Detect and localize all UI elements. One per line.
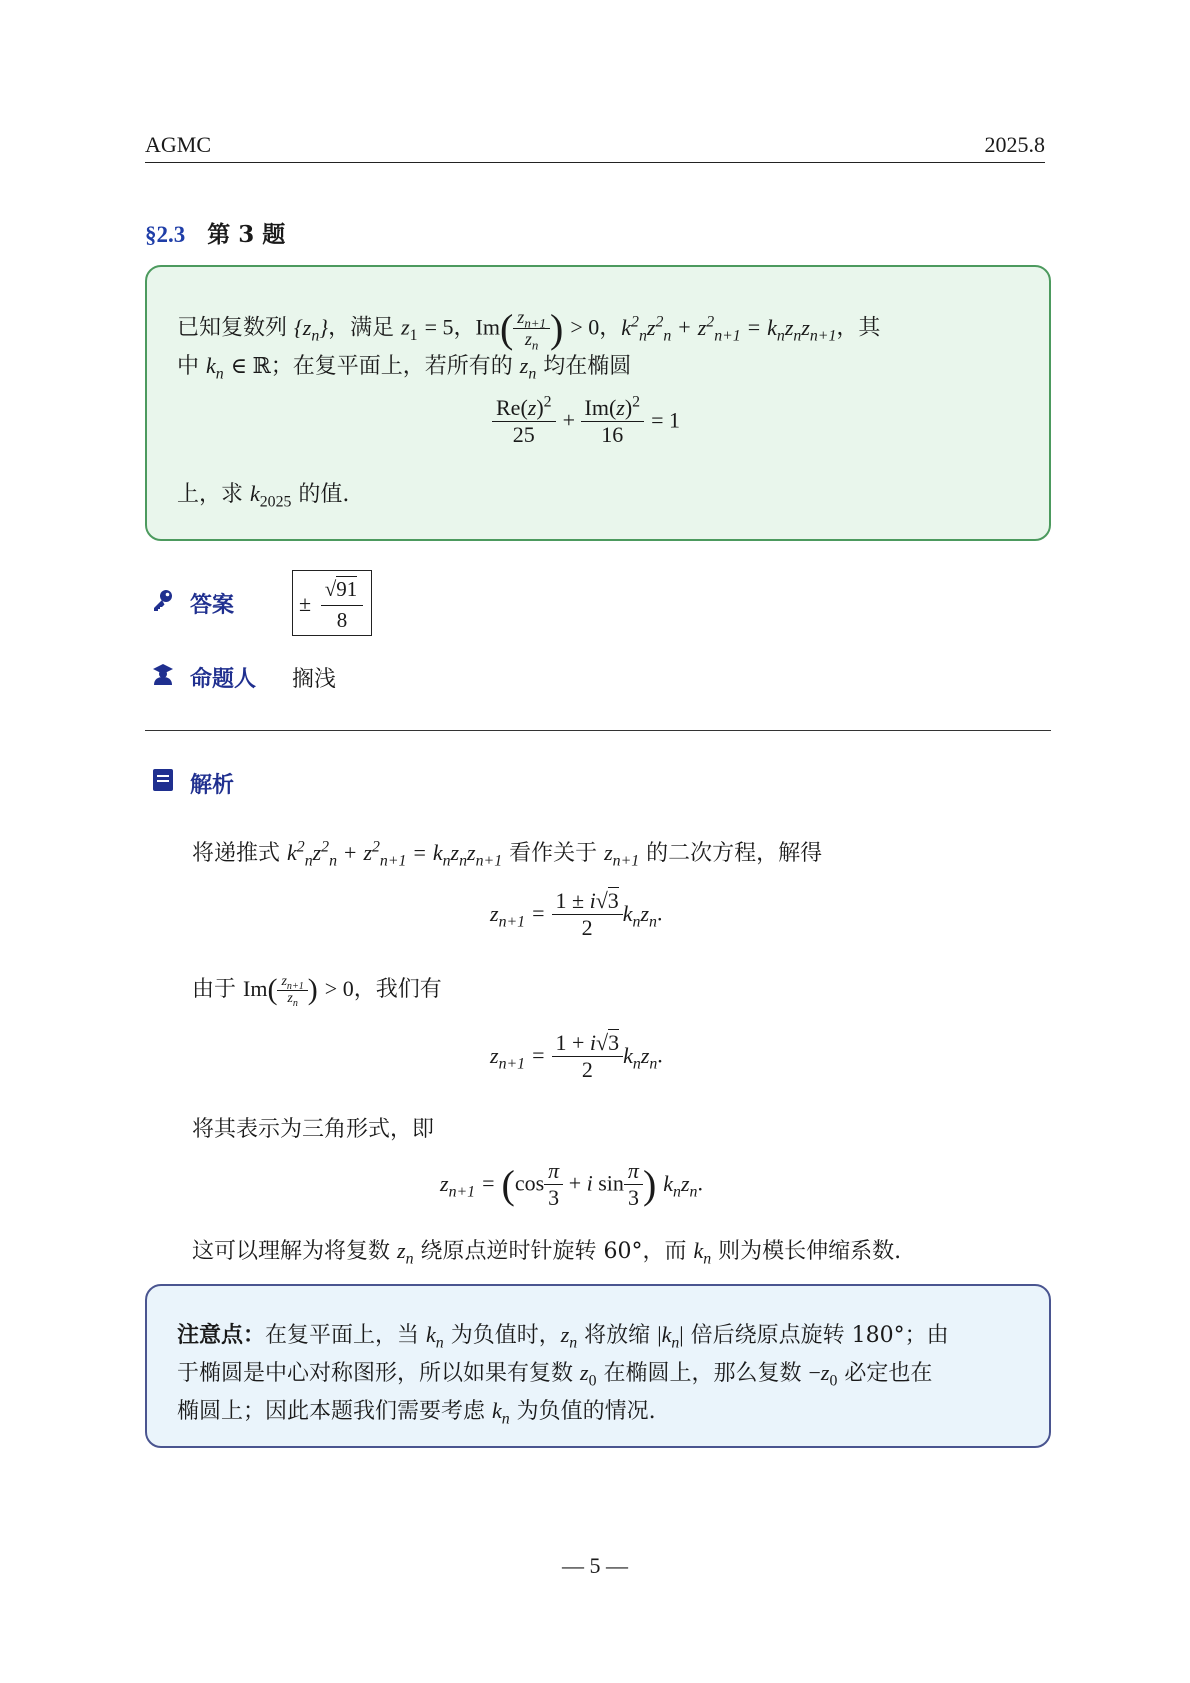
note-box: [145, 1284, 1051, 1448]
equation-2: $z_{n+1}$ = $\frac{1 + i√3}{2}$ $k_nz_n$.: [490, 1030, 663, 1082]
note-title: 注意点：: [177, 1322, 266, 1348]
problem-line-1: 已知复数列 $\{z_n\}$，满足 $z_1 = 5$，Im( $\frac{z_{n+1}}{z_n}$ ) > 0，$k^2_nz^2_n + z^2_{n+1} = k_nz_nz_{n+1}$，其: [177, 306, 881, 353]
section-number: §2.3: [145, 222, 186, 247]
section-title: [145, 216, 285, 249]
proposer-label: 命题人: [150, 662, 256, 693]
header-right: 2025.8: [984, 132, 1045, 157]
section-name: 第 3 题: [207, 221, 286, 248]
divider: [145, 730, 1051, 731]
answer-label: 答案: [150, 588, 234, 619]
graduate-icon: [150, 662, 176, 692]
problem-line-3: 上，求 $k_{2025}$ 的值.: [177, 481, 350, 511]
header-left: AGMC: [145, 132, 212, 157]
note-line-1: 注意点：在复平面上，当 $k_n$ 为负值时，$z_n$ 将放缩 $|k_n|$ 倍后绕原点旋转 180°；由: [177, 1322, 949, 1352]
ellipse-equation: $\frac{Re(z)^2}{25}$ + $\frac{Im(z)^2}{16}$ = 1: [492, 395, 680, 448]
analysis-p3: 将其表示为三角形式，即: [192, 1117, 435, 1142]
analysis-p2: 由于 Im( $\frac{z_{n+1}}{z_n}$ ) > 0，我们有: [192, 973, 442, 1009]
problem-box: [145, 265, 1051, 541]
key-icon: [150, 588, 176, 618]
note-line-2: 于椭圆是中心对称图形，所以如果有复数 $z_0$ 在椭圆上，那么复数 $-z_0$ 必定也在: [177, 1360, 933, 1390]
equation-3: $z_{n+1} = (\cos$ $\frac{\pi}{3}$ + i sin $\frac{\pi}{3}$ ) $k_nz_n$.: [440, 1158, 703, 1210]
book-icon: [150, 768, 176, 798]
answer-box: ± √91 8: [292, 570, 372, 636]
note-line-3: 椭圆上；因此本题我们需要考虑 $k_n$ 为负值的情况.: [177, 1398, 656, 1428]
analysis-label: 解析: [150, 768, 234, 799]
problem-line-2: 中 $k_n$ ∈ ℝ；在复平面上，若所有的 $z_n$ 均在椭圆: [177, 353, 632, 383]
page-number: — 5 —: [562, 1553, 628, 1578]
page-header: [145, 132, 1045, 163]
analysis-p1: 将递推式 $k^2_nz^2_n + z^2_{n+1} = k_nz_nz_{n+1}$ 看作关于 $z_{n+1}$ 的二次方程，解得: [192, 838, 823, 870]
analysis-p4: 这可以理解为将复数 $z_n$ 绕原点逆时针旋转 60°，而 $k_n$ 则为模长伸缩系数.: [192, 1238, 902, 1268]
proposer-name: 搁浅: [292, 667, 337, 692]
equation-1: $z_{n+1}$ = $\frac{1 \pm i√3}{2}$ $k_nz_n$.: [490, 888, 663, 940]
